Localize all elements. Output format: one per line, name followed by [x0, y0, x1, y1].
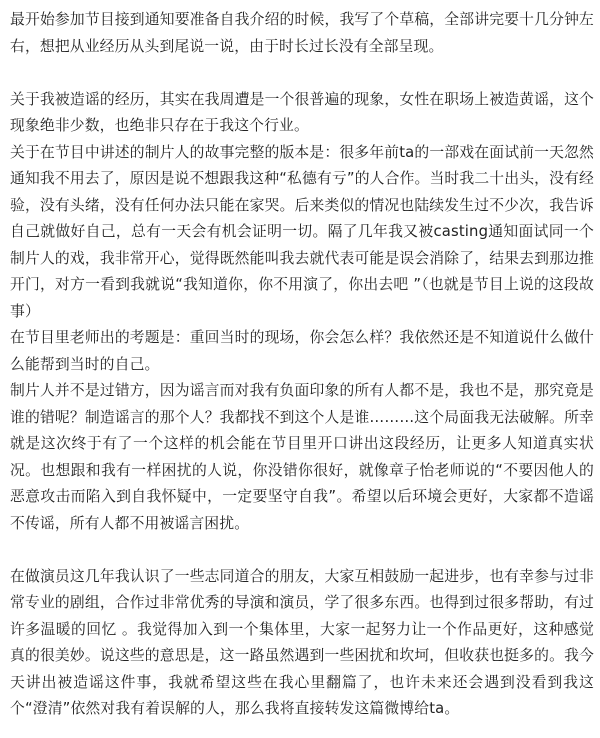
paragraph-spacer: [10, 60, 594, 87]
paragraph-intro: 最开始参加节目接到通知要准备自我介绍的时候，我写了个草稿，全部讲完要十几分钟左右，想把从业经历从头到尾说一说，由于时长过长没有全部呈现。: [10, 11, 594, 55]
article-body: [10, 7, 594, 723]
paragraph-exam-question: 在节目里老师出的考题是：重回当时的现场，你会怎么样？我依然还是不知道说什么做什么能帮到当时的自己。: [10, 329, 594, 373]
paragraph-rumor-experience: 关于我被造谣的经历，其实在我周遭是一个很普遍的现象，女性在职场上被造黄谣，这个现象绝非少数，也绝非只存在于我这个行业。: [10, 90, 594, 134]
paragraph-producer-story: 关于在节目中讲述的制片人的故事完整的版本是：很多年前ta的一部戏在面试前一天忽然通知我不用去了，原因是说不想跟我这种“私德有亏”的人合作。当时我二十出头，没有经验，没有头绪，没有任何办法只能在家哭。后来类似的情况也陆续发生过不少次，我告诉自己就做好自己，总有一天会有机会证明一切。隔了几年我又被casting通知面试同一个制片人的戏，我非常开心，觉得既然能叫我去就代表可能是误会消除了，结果去到那边推开门，对方一看到我就说“我知道你，你不用演了，你出去吧 ”（也就是节目上说的这段故事）: [10, 143, 594, 320]
paragraph-spacer: [10, 537, 594, 564]
paragraph-who-is-wrong: 制片人并不是过错方，因为谣言而对我有负面印象的所有人都不是，我也不是，那究竟是谁的错呢？制造谣言的那个人？我都找不到这个人是谁………这个局面我无法破解。所幸就是这次终于有了一个这样的机会能在节目里开口讲出这段经历，让更多人知道真实状况。也想跟和我有一样困扰的人说，你没错你很好，就像章子怡老师说的“不要因他人的恶意攻击而陷入到自我怀疑中，一定要坚守自我”。希望以后环境会更好，大家都不造谣不传谣，所有人都不用被谣言困扰。: [10, 382, 594, 532]
paragraph-acting-years: 在做演员这几年我认识了一些志同道合的朋友，大家互相鼓励一起进步，也有幸参与过非常专业的剧组，合作过非常优秀的导演和演员，学了很多东西。也得到过很多帮助，有过许多温暖的回忆 。我觉得加入到一个集体里，大家一起努力让一个作品更好，这种感觉真的很美妙。说这些的意思是，这一路虽然遇到一些困扰和坎坷，但收获也挺多的。我今天讲出被造谣这件事，我就希望这些在我心里翻篇了，也许未来还会遇到没看到我这个“澄清”依然对我有着误解的人，那么我将直接转发这篇微博给ta。: [10, 567, 594, 717]
